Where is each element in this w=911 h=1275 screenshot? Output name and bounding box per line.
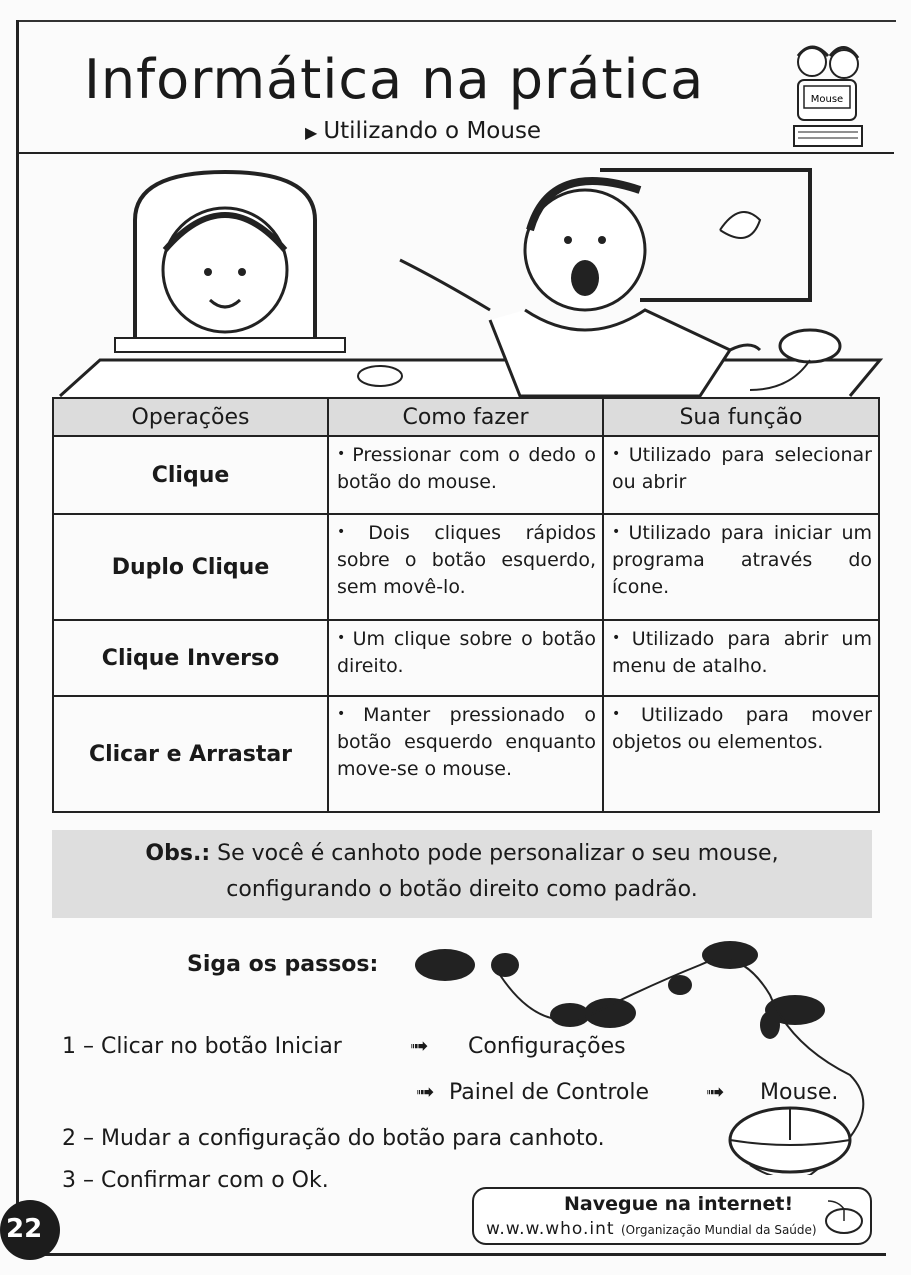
kids-computer-logo — [782, 34, 874, 152]
step-1-painel-controle: Painel de Controle — [449, 1080, 650, 1105]
internet-tip-title: Navegue na internet! — [564, 1193, 794, 1215]
function-cell: • Utilizado para abrir um menu de atalho. — [603, 620, 879, 696]
function-cell: • Utilizado para selecionar ou abrir — [603, 436, 879, 514]
how-to-cell: • Dois cliques rápidos sobre o botão esquerdo, sem movê-lo. — [328, 514, 603, 620]
observation-line-1: Obs.: Se você é canhoto pode personalizar o seu mouse, — [145, 841, 779, 866]
how-to-cell: • Um clique sobre o botão direito. — [328, 620, 603, 696]
operation-cell: Clique Inverso — [53, 620, 328, 696]
page-title: Informática na prática — [84, 48, 705, 111]
internet-tip-box — [472, 1187, 872, 1245]
table-row — [53, 514, 879, 620]
table-row — [53, 696, 879, 812]
header-divider — [18, 152, 894, 154]
logo-label: Mouse — [810, 94, 844, 105]
step-2-text: 2 – Mudar a configuração do botão para canhoto. — [62, 1126, 605, 1151]
function-cell: • Utilizado para mover objetos ou elementos. — [603, 696, 879, 812]
observation-line-2: configurando o botão direito como padrão. — [226, 877, 698, 902]
table-row — [53, 436, 879, 514]
internet-tip-url: w.w.w.who.int (Organização Mundial da Saúde) — [486, 1219, 817, 1239]
page-frame-left — [16, 20, 19, 1255]
observation-label: Obs.: — [145, 841, 211, 866]
steps-heading: Siga os passos: — [187, 952, 379, 977]
table-row — [53, 620, 879, 696]
arrow-right-icon: ➟ — [416, 1080, 435, 1105]
page-number-badge: 22 — [0, 1200, 60, 1260]
subtitle-text: Utilizando o Mouse — [323, 118, 542, 144]
column-header: Sua função — [603, 398, 879, 436]
operation-cell: Duplo Clique — [53, 514, 328, 620]
step-1-configuracoes: Configurações — [468, 1034, 626, 1059]
observation-box — [52, 830, 872, 918]
page-frame-bottom — [16, 1253, 886, 1256]
table-header-row — [53, 398, 879, 436]
operation-cell: Clique — [53, 436, 328, 514]
function-cell: • Utilizado para iniciar um programa através do ícone. — [603, 514, 879, 620]
page-frame-top — [16, 20, 896, 22]
how-to-cell: • Manter pressionado o botão esquerdo enquanto move-se o mouse. — [328, 696, 603, 812]
operation-cell: Clicar e Arrastar — [53, 696, 328, 812]
how-to-cell: • Pressionar com o dedo o botão do mouse. — [328, 436, 603, 514]
step-1-mouse: Mouse. — [760, 1080, 839, 1105]
step-3-text: 3 – Confirmar com o Ok. — [62, 1168, 329, 1193]
kids-at-computer-illustration — [40, 160, 890, 400]
arrow-right-icon: ➟ — [410, 1034, 429, 1059]
column-header: Como fazer — [328, 398, 603, 436]
column-header: Operações — [53, 398, 328, 436]
triangle-bullet-icon: ▶ — [305, 123, 318, 142]
step-1-text: 1 – Clicar no botão Iniciar — [62, 1034, 342, 1059]
page-subtitle — [305, 118, 541, 144]
mouse-operations-table — [52, 397, 880, 813]
arrow-right-icon: ➟ — [706, 1080, 725, 1105]
mouse-icon — [822, 1197, 866, 1237]
